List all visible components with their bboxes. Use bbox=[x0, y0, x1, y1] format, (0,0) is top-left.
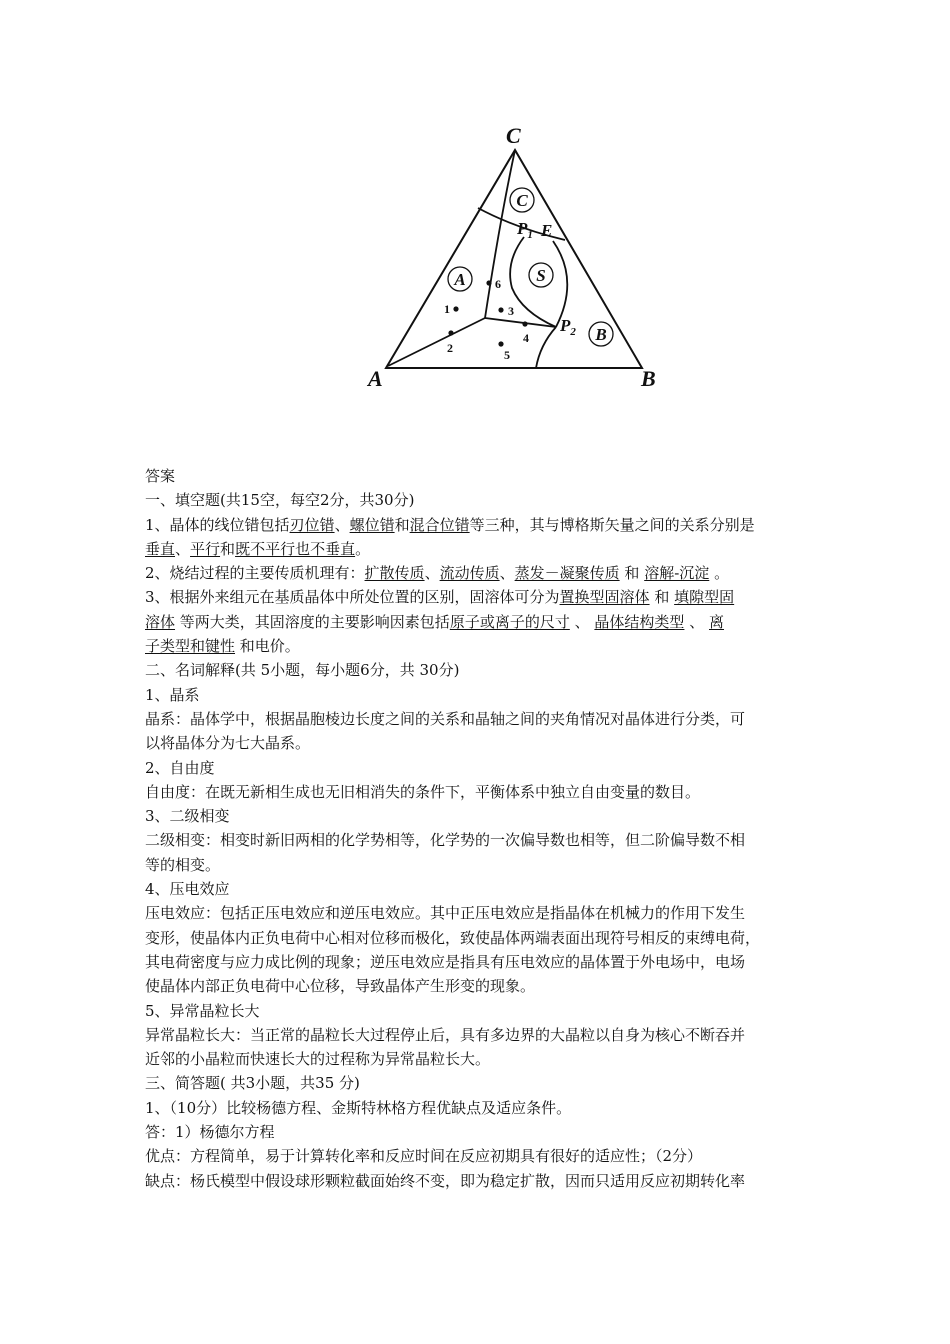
point-label-p1: $P_1$ bbox=[517, 219, 533, 241]
term-3-text-line-2: 等的相变。 bbox=[145, 855, 221, 874]
vertex-label-c: C bbox=[506, 123, 521, 148]
short-answer-1-disadvantages: 缺点：杨氏模型中假设球形颗粒截面始终不变，即为稳定扩散，因而只适用反应初期转化率 bbox=[145, 1171, 746, 1190]
term-5-text-line-2: 近邻的小晶粒而快速长大的过程称为异常晶粒长大。 bbox=[145, 1050, 491, 1069]
term-5-text-line-1: 异常晶粒长大：当正常的晶粒长大过程停止后，具有多边界的大晶粒以自身为核心不断吞并 bbox=[145, 1025, 746, 1044]
blank-answer: 原子或离子的尺寸 bbox=[449, 612, 570, 631]
point-label-e: E bbox=[541, 221, 553, 240]
term-4-text-line-3: 其电荷密度与应力成比例的现象；逆压电效应是指具有压电效应的晶体置于外电场中，电场 bbox=[145, 952, 746, 971]
question-3-line-3: 子类型和键性 和电价。 bbox=[145, 637, 300, 656]
term-1-title: 1、晶系 bbox=[145, 685, 200, 704]
boundary-a-b bbox=[388, 318, 485, 366]
term-4-text-line-2: 变形，使晶体内正负电荷中心相对位移而极化，致使晶体两端表面出现符号相反的束缚电荷， bbox=[145, 928, 761, 947]
blank-answer: 垂直 bbox=[145, 539, 176, 558]
section-fill-blank-title: 一、填空题(共15空，每空2分，共30分) bbox=[145, 491, 415, 510]
answer-document bbox=[145, 464, 825, 1193]
blank-answer: 置换型固溶体 bbox=[559, 588, 650, 607]
composition-dot-2 bbox=[448, 330, 453, 335]
compound-s-left bbox=[510, 237, 556, 327]
point-label-p2: $P_2$ bbox=[560, 316, 576, 338]
blank-answer: 晶体结构类型 bbox=[594, 612, 685, 631]
blank-answer: 蒸发－凝聚传质 bbox=[514, 564, 620, 583]
composition-label-6: 6 bbox=[495, 277, 501, 291]
blank-answer: 溶解-沉淀 bbox=[644, 564, 710, 583]
question-1-line-1: 1、晶体的线位错包括刃位错、螺位错和混合位错等三种，其与博格斯矢量之间的关系分别是 bbox=[145, 515, 755, 534]
composition-label-5: 5 bbox=[504, 348, 510, 362]
question-2-line-1: 2、烧结过程的主要传质机理有：扩散传质、流动传质、蒸发－凝聚传质 和 溶解-沉淀 。 bbox=[145, 564, 730, 583]
term-3-title: 3、二级相变 bbox=[145, 807, 230, 826]
blank-answer: 离 bbox=[709, 612, 725, 631]
composition-label-4: 4 bbox=[523, 331, 529, 345]
question-3-line-1: 3、根据外来组元在基质晶体中所处位置的区别，固溶体可分为置换型固溶体 和 填隙型固 bbox=[145, 588, 735, 607]
answer-title: 答案 bbox=[145, 467, 176, 485]
section-terms-title: 二、名词解释(共 5小题，每小题6分，共 30分) bbox=[145, 661, 460, 680]
short-answer-1-advantages: 优点：方程简单，易于计算转化率和反应时间在反应初期具有很好的适应性；（2分） bbox=[145, 1147, 703, 1166]
blank-answer: 混合位错 bbox=[409, 515, 470, 534]
term-2-title: 2、自由度 bbox=[145, 758, 215, 777]
composition-dot-6 bbox=[486, 280, 491, 285]
term-1-text-line-1: 晶系：晶体学中，根据晶胞棱边长度之间的关系和晶轴之间的夹角情况对晶体进行分类，可 bbox=[145, 709, 746, 728]
region-label-b: B bbox=[595, 325, 607, 344]
ternary-phase-diagram bbox=[360, 118, 670, 393]
term-2-text-line-1: 自由度：在既无新相生成也无旧相消失的条件下，平衡体系中独立自由变量的数目。 bbox=[145, 782, 701, 801]
composition-dot-5 bbox=[498, 341, 503, 346]
term-3-text-line-1: 二级相变：相变时新旧两相的化学势相等，化学势的一次偏导数也相等，但二阶偏导数不相 bbox=[145, 831, 746, 850]
composition-dot-4 bbox=[522, 321, 527, 326]
region-label-c: C bbox=[516, 191, 528, 210]
term-1-text-line-2: 以将晶体分为七大晶系。 bbox=[145, 734, 311, 753]
region-label-s: S bbox=[536, 266, 546, 285]
composition-dot-3 bbox=[498, 307, 503, 312]
term-4-text-line-4: 使晶体内部正负电荷中心位移，导致晶体产生形变的现象。 bbox=[145, 977, 536, 996]
short-answer-1-title: 1、（10分）比较杨德方程、金斯特林格方程优缺点及适应条件。 bbox=[145, 1098, 572, 1117]
blank-answer: 螺位错 bbox=[349, 515, 395, 534]
blank-answer: 平行 bbox=[190, 539, 221, 558]
blank-answer: 流动传质 bbox=[439, 564, 500, 583]
vertex-label-a: A bbox=[368, 366, 383, 391]
question-3-line-2: 溶体 等两大类，其固溶度的主要影响因素包括原子或离子的尺寸 、 晶体结构类型 、 离 bbox=[145, 612, 725, 631]
blank-answer: 刃位错 bbox=[289, 515, 335, 534]
term-4-text-line-1: 压电效应：包括正压电效应和逆压电效应。其中正压电效应是指晶体在机械力的作用下发生 bbox=[145, 904, 746, 923]
composition-label-1: 1 bbox=[444, 302, 450, 316]
question-1-line-2: 垂直、平行和既不平行也不垂直。 bbox=[145, 539, 371, 558]
compound-s-right bbox=[553, 241, 567, 327]
region-label-a: A bbox=[454, 270, 466, 289]
blank-answer: 填隙型固 bbox=[674, 588, 735, 607]
blank-answer: 溶体 bbox=[145, 612, 176, 631]
blank-answer: 既不平行也不垂直 bbox=[235, 539, 356, 558]
term-4-title: 4、压电效应 bbox=[145, 880, 230, 899]
boundary-p2-b bbox=[536, 327, 556, 368]
blank-answer: 子类型和键性 bbox=[145, 637, 236, 656]
composition-label-2: 2 bbox=[447, 341, 453, 355]
vertex-label-b: B bbox=[641, 366, 656, 391]
composition-dot-1 bbox=[453, 306, 458, 311]
composition-label-3: 3 bbox=[508, 304, 514, 318]
blank-answer: 扩散传质 bbox=[364, 564, 425, 583]
section-short-answer-title: 三、简答题( 共3小题，共35 分) bbox=[145, 1074, 360, 1093]
short-answer-1-answer: 答：1）杨德尔方程 bbox=[145, 1123, 275, 1142]
term-5-title: 5、异常晶粒长大 bbox=[145, 1001, 260, 1020]
